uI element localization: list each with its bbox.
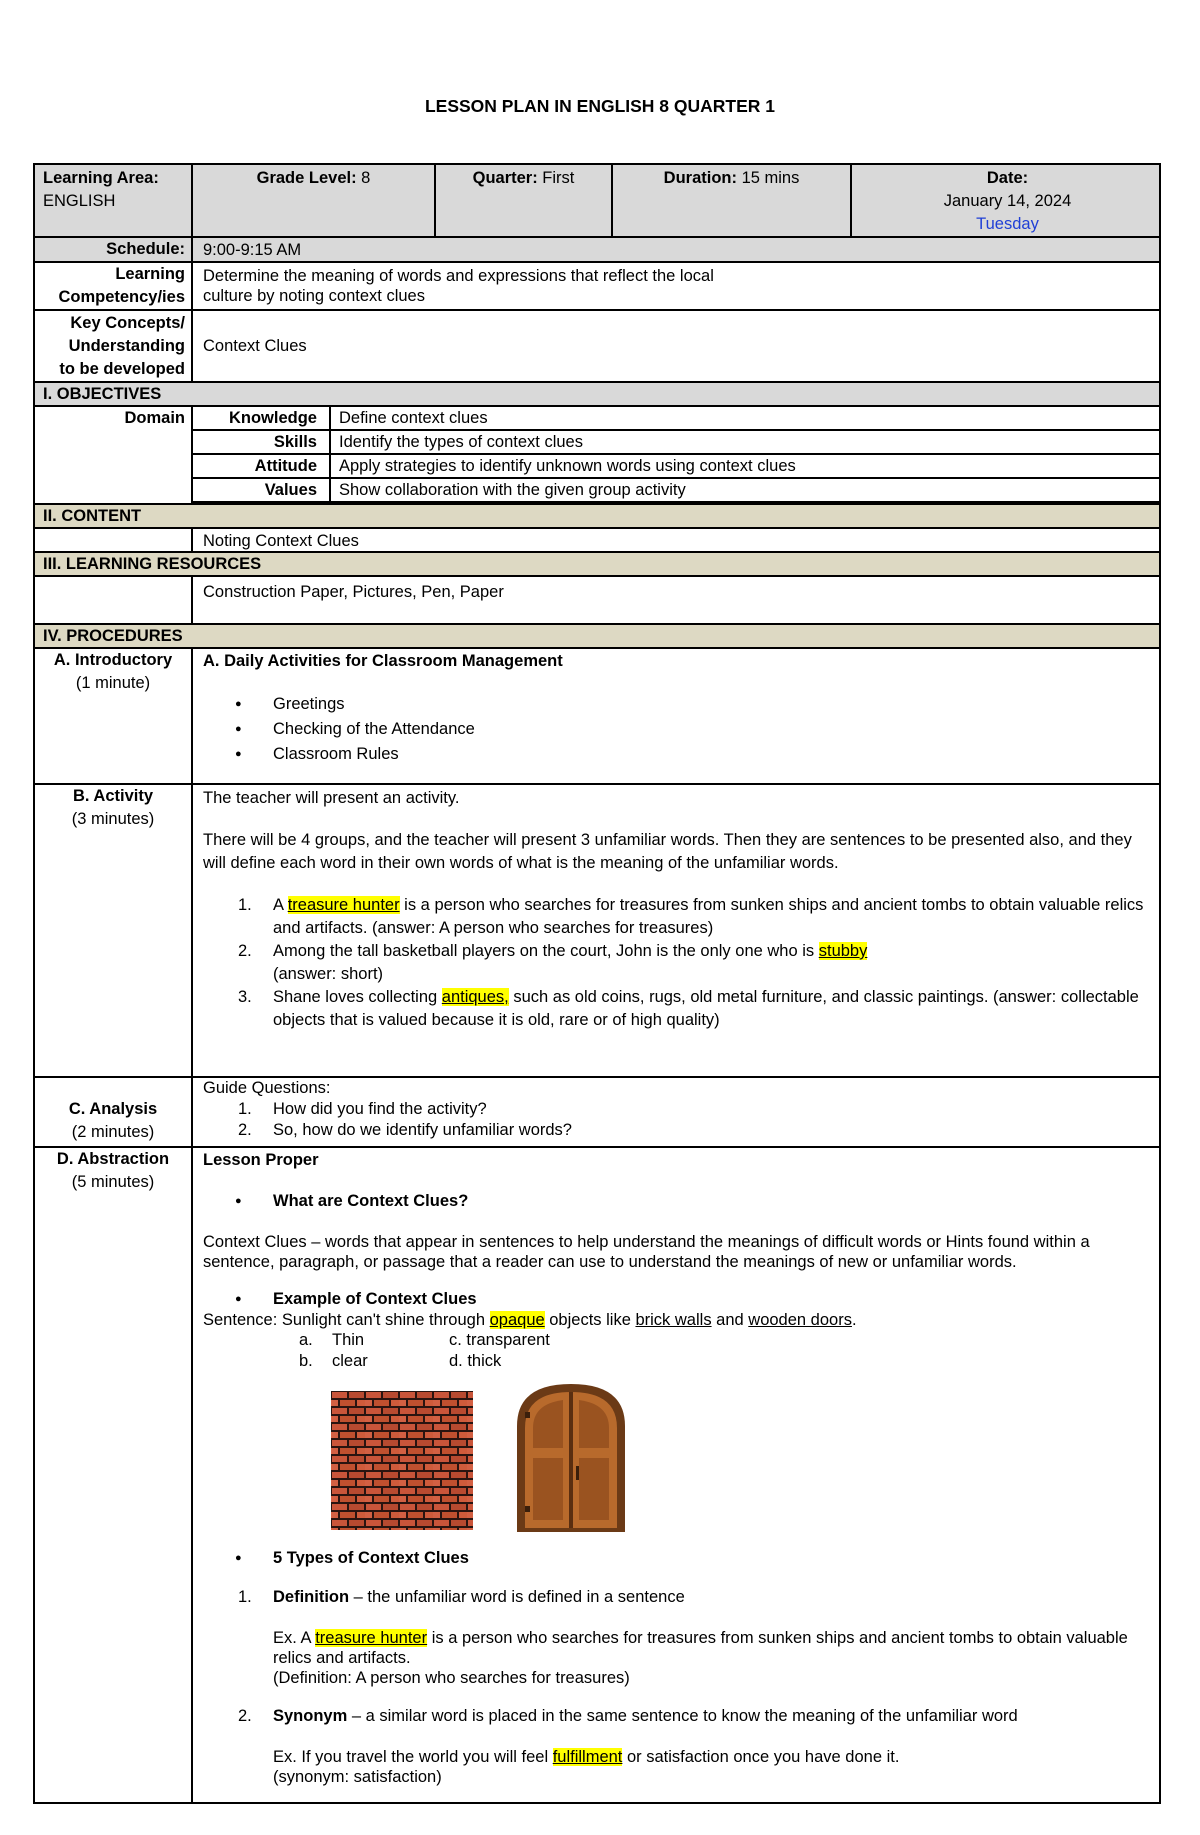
lesson-proper-title: Lesson Proper bbox=[203, 1151, 319, 1169]
competency-label bbox=[35, 263, 191, 309]
activity-row bbox=[35, 785, 1159, 1078]
list-item bbox=[203, 894, 1149, 940]
introductory-content bbox=[203, 650, 1149, 767]
item-text: So, how do we identify unfamiliar words? bbox=[273, 1121, 572, 1139]
content-heading-row bbox=[35, 505, 1159, 529]
highlighted-word: opaque bbox=[489, 1311, 545, 1329]
header-row bbox=[35, 165, 1159, 238]
date-cell bbox=[852, 167, 1163, 236]
analysis-time: (2 minutes) bbox=[71, 1123, 155, 1141]
key-concepts-label-line: to be developed bbox=[59, 360, 185, 378]
item-number: 2. bbox=[238, 1707, 252, 1725]
objective-text: Define context clues bbox=[339, 409, 488, 427]
abstraction-row bbox=[35, 1148, 1159, 1802]
guide-questions-label: Guide Questions: bbox=[203, 1079, 331, 1097]
resources-heading-row bbox=[35, 553, 1159, 577]
activity-label: B. Activity bbox=[72, 787, 154, 805]
competency-label-line: Competency/ies bbox=[58, 288, 185, 306]
content-row bbox=[35, 529, 1159, 553]
grade-level-cell bbox=[193, 167, 434, 190]
domain-label: Domain bbox=[124, 409, 185, 427]
learning-area-cell bbox=[43, 167, 159, 213]
activity-intro: The teacher will present an activity. bbox=[203, 789, 460, 807]
quarter-label: Quarter: bbox=[472, 169, 538, 187]
day-value: Tuesday bbox=[976, 215, 1039, 233]
underlined-word: wooden doors bbox=[748, 1311, 852, 1329]
key-concepts-label-line: Understanding bbox=[68, 337, 185, 355]
introductory-label: A. Introductory bbox=[53, 651, 173, 669]
learning-area-label: Learning Area: bbox=[43, 169, 159, 187]
type-note: (Definition: A person who searches for treasures) bbox=[273, 1669, 630, 1687]
choice-letter: a. bbox=[299, 1331, 313, 1349]
objective-row bbox=[193, 407, 1159, 431]
type-description: – a similar word is placed in the same sentence to know the meaning of the unfamiliar word bbox=[347, 1707, 1018, 1725]
content-heading: II. CONTENT bbox=[43, 507, 142, 525]
schedule-label: Schedule: bbox=[106, 240, 185, 258]
list-item: ● Example of Context Clues bbox=[203, 1288, 1149, 1310]
highlighted-word: stubby bbox=[818, 942, 868, 960]
key-concepts-row bbox=[35, 311, 1159, 383]
sentence-text: . bbox=[851, 1311, 857, 1329]
objectives-block bbox=[35, 407, 1159, 505]
objective-label: Attitude bbox=[254, 457, 317, 475]
example-text: is a person who searches for treasures from sunken ships and ancient tombs to obtain valuable relics and artifacts. bbox=[273, 1629, 1128, 1667]
analysis-label: C. Analysis bbox=[68, 1100, 158, 1118]
item-text: such as old coins, rugs, old metal furniture, and classic paintings. (answer: collectable objects that is valued because it is old, rare or of high quality) bbox=[273, 988, 1139, 1029]
highlighted-word: antiques, bbox=[441, 988, 509, 1006]
lesson-plan-table bbox=[33, 163, 1161, 1804]
sentence-text: objects like bbox=[544, 1311, 636, 1329]
item-number: 1. bbox=[238, 1100, 252, 1118]
brick-wall-image bbox=[331, 1391, 473, 1530]
list-item: ● Greetings bbox=[203, 692, 1149, 717]
abstraction-content bbox=[203, 1149, 1149, 1787]
key-concepts-value: Context Clues bbox=[203, 337, 307, 355]
introductory-list bbox=[203, 692, 1149, 767]
example-text: Ex. If you travel the world you will feel bbox=[273, 1748, 553, 1766]
example-bullet bbox=[203, 1288, 1149, 1310]
objective-label: Values bbox=[264, 481, 317, 499]
choice-letter: b. bbox=[299, 1352, 313, 1370]
illustrations bbox=[203, 1382, 1149, 1532]
example-text: Ex. A bbox=[273, 1629, 316, 1647]
objective-text: Identify the types of context clues bbox=[339, 433, 583, 451]
types-list bbox=[203, 1587, 1149, 1607]
competency-value-line: culture by noting context clues bbox=[203, 287, 425, 305]
list-item bbox=[203, 986, 1149, 1032]
choice-text: c. transparent bbox=[449, 1331, 550, 1349]
objective-row bbox=[193, 455, 1159, 479]
objective-text: Show collaboration with the given group activity bbox=[339, 481, 686, 499]
introductory-row bbox=[35, 649, 1159, 785]
item-text: How did you find the activity? bbox=[273, 1100, 487, 1118]
list-item: ● Checking of the Attendance bbox=[203, 717, 1149, 742]
key-concepts-label bbox=[35, 312, 191, 381]
item-number: 1. bbox=[238, 896, 252, 914]
highlighted-word: treasure hunter bbox=[315, 1629, 428, 1647]
objective-label: Knowledge bbox=[228, 409, 317, 427]
procedures-heading: IV. PROCEDURES bbox=[43, 627, 183, 645]
item-text: A bbox=[273, 896, 288, 914]
item-number: 2. bbox=[238, 942, 252, 960]
duration-cell bbox=[613, 167, 850, 190]
list-item bbox=[203, 1706, 1149, 1726]
type-name: Definition bbox=[273, 1588, 350, 1606]
choices bbox=[203, 1330, 1149, 1372]
duration-value: 15 mins bbox=[736, 169, 800, 187]
type-note: (synonym: satisfaction) bbox=[273, 1768, 442, 1786]
abstraction-label: D. Abstraction bbox=[56, 1150, 170, 1168]
highlighted-word: fulfillment bbox=[552, 1748, 623, 1766]
type-example bbox=[203, 1628, 1149, 1668]
grade-level-label: Grade Level: bbox=[256, 169, 357, 187]
sentence-text: Sentence: Sunlight can't shine through bbox=[203, 1311, 490, 1329]
list-item bbox=[203, 940, 1149, 986]
objective-row bbox=[193, 479, 1159, 503]
objective-row bbox=[193, 431, 1159, 455]
type-description: – the unfamiliar word is defined in a sentence bbox=[349, 1588, 685, 1606]
duration-label: Duration: bbox=[663, 169, 737, 187]
objective-text: Apply strategies to identify unknown words using context clues bbox=[339, 457, 796, 475]
choice-text: d. thick bbox=[449, 1352, 502, 1370]
list-item: ● 5 Types of Context Clues bbox=[203, 1546, 1149, 1571]
introductory-title: A. Daily Activities for Classroom Management bbox=[203, 652, 563, 670]
item-text: is a person who searches for treasures from sunken ships and ancient tombs to obtain valuable relics and artifacts. (answer: A person who searches for treasures) bbox=[273, 896, 1144, 937]
introductory-time: (1 minute) bbox=[75, 674, 151, 692]
item-answer: (answer: short) bbox=[273, 965, 384, 983]
learning-area-value: ENGLISH bbox=[43, 192, 116, 210]
resources-row bbox=[35, 577, 1159, 625]
item-text: Shane loves collecting bbox=[273, 988, 442, 1006]
competency-row bbox=[35, 263, 1159, 311]
question-bullet bbox=[203, 1189, 1149, 1214]
example-sentence bbox=[203, 1310, 1149, 1330]
list-item bbox=[203, 1587, 1149, 1607]
choice-text: Thin bbox=[332, 1331, 365, 1349]
example-text: or satisfaction once you have done it. bbox=[622, 1748, 900, 1766]
key-concepts-label-line: Key Concepts/ bbox=[70, 314, 185, 332]
list-item: ● Classroom Rules bbox=[203, 742, 1149, 767]
page-title: LESSON PLAN IN ENGLISH 8 QUARTER 1 bbox=[424, 96, 776, 116]
quarter-cell bbox=[436, 167, 611, 190]
item-number: 3. bbox=[238, 988, 252, 1006]
item-text: Among the tall basketball players on the court, John is the only one who is bbox=[273, 942, 819, 960]
type-example bbox=[203, 1747, 1149, 1767]
list-item bbox=[203, 1099, 1149, 1120]
type-name: Synonym bbox=[273, 1707, 348, 1725]
date-value: January 14, 2024 bbox=[943, 192, 1072, 210]
schedule-row bbox=[35, 238, 1159, 263]
abstraction-time: (5 minutes) bbox=[71, 1173, 155, 1191]
wooden-door-image bbox=[511, 1382, 631, 1532]
competency-label-line: Learning bbox=[115, 265, 185, 283]
competency-value-line: Determine the meaning of words and expressions that reflect the local bbox=[203, 267, 714, 285]
choice-text: clear bbox=[332, 1352, 368, 1370]
objective-label: Skills bbox=[273, 433, 317, 451]
objectives-heading: I. OBJECTIVES bbox=[43, 385, 162, 403]
resources-value: Construction Paper, Pictures, Pen, Paper bbox=[203, 583, 504, 601]
content-value: Noting Context Clues bbox=[203, 532, 359, 550]
activity-content bbox=[203, 787, 1149, 1032]
context-clues-definition: Context Clues – words that appear in sentences to help understand the meanings of difficult words or Hints found within a sentence, paragraph, or passage that a reader can use to understand the meanings of new or unfamiliar words. bbox=[203, 1233, 1090, 1271]
highlighted-word: treasure hunter bbox=[287, 896, 400, 914]
activity-list bbox=[203, 894, 1149, 1032]
sentence-text: and bbox=[711, 1311, 749, 1329]
item-number: 2. bbox=[238, 1121, 252, 1139]
activity-time: (3 minutes) bbox=[71, 810, 155, 828]
date-label: Date: bbox=[986, 169, 1029, 187]
guide-questions-list bbox=[203, 1099, 1149, 1141]
competency-value bbox=[203, 266, 1149, 306]
quarter-value: First bbox=[537, 169, 575, 187]
item-number: 1. bbox=[238, 1588, 252, 1606]
types-bullet bbox=[203, 1546, 1149, 1571]
schedule-value: 9:00-9:15 AM bbox=[203, 241, 302, 259]
list-item: ● What are Context Clues? bbox=[203, 1189, 1149, 1214]
objectives-heading-row bbox=[35, 383, 1159, 407]
activity-paragraph: There will be 4 groups, and the teacher will present 3 unfamiliar words. Then they are sentences to be presented also, and they will define each word in their own words of what is the meaning of the unfamiliar words. bbox=[203, 831, 1132, 872]
analysis-content bbox=[203, 1078, 1149, 1141]
resources-heading: III. LEARNING RESOURCES bbox=[43, 555, 262, 573]
procedures-heading-row bbox=[35, 625, 1159, 649]
grade-level-value: 8 bbox=[356, 169, 371, 187]
list-item bbox=[203, 1120, 1149, 1141]
analysis-row bbox=[35, 1078, 1159, 1148]
underlined-word: brick walls bbox=[635, 1311, 712, 1329]
types-list bbox=[203, 1706, 1149, 1726]
